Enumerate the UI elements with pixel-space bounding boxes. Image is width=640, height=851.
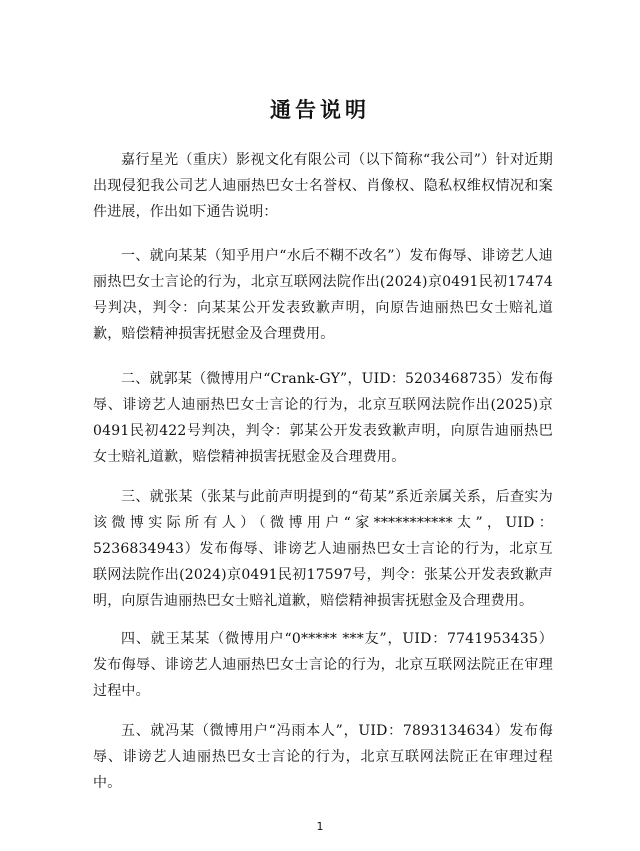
item-paragraph-5: 五、就冯某（微博用户“冯雨本人”，UID：7893134634）发布侮辱、诽谤艺人迪丽热巴女士言论的行为，北京互联网法院正在审理过程中。 bbox=[93, 723, 553, 791]
intro-paragraph: 嘉行星光（重庆）影视文化有限公司（以下简称“我公司”）针对近期出现侵犯我公司艺人迪丽热巴女士名誉权、肖像权、隐私权维权情况和案件进展，作出如下通告说明： bbox=[93, 152, 553, 220]
item-paragraph-3: 三、就张某（张某与此前声明提到的“荀某”系近亲属关系，后查实为该微博实际所有人）（微博用户“家***********太”，UID：5236834943）发布侮辱、诽谤艺人迪丽热巴女士言论的行为，北京互联网法院作出(2024)京0491民初17597号，判令：张某公开发表致歉声明，向原告迪丽热巴女士赔礼道歉，赔偿精神损害抚慰金及合理费用。 bbox=[93, 489, 553, 609]
item-paragraph-1: 一、就向某某（知乎用户“水后不糊不改名”）发布侮辱、诽谤艺人迪丽热巴女士言论的行为，北京互联网法院作出(2024)京0491民初17474号判决，判令：向某某公开发表致歉声明，向原告迪丽热巴女士赔礼道歉，赔偿精神损害抚慰金及合理费用。 bbox=[93, 248, 553, 342]
item-paragraph-2: 二、就郭某（微博用户“Crank-GY”，UID：5203468735）发布侮辱、诽谤艺人迪丽热巴女士言论的行为，北京互联网法院作出(2025)京0491民初422号判决，判令：郭某公开发表致歉声明，向原告迪丽热巴女士赔礼道歉，赔偿精神损害抚慰金及合理费用。 bbox=[93, 371, 553, 465]
page-number: 1 bbox=[316, 820, 324, 833]
document-title: 通告说明 bbox=[270, 98, 370, 122]
item-paragraph-4: 四、就王某某（微博用户“0***** ***友”，UID：7741953435）发布侮辱、诽谤艺人迪丽热巴女士言论的行为，北京互联网法院正在审理过程中。 bbox=[93, 631, 553, 699]
